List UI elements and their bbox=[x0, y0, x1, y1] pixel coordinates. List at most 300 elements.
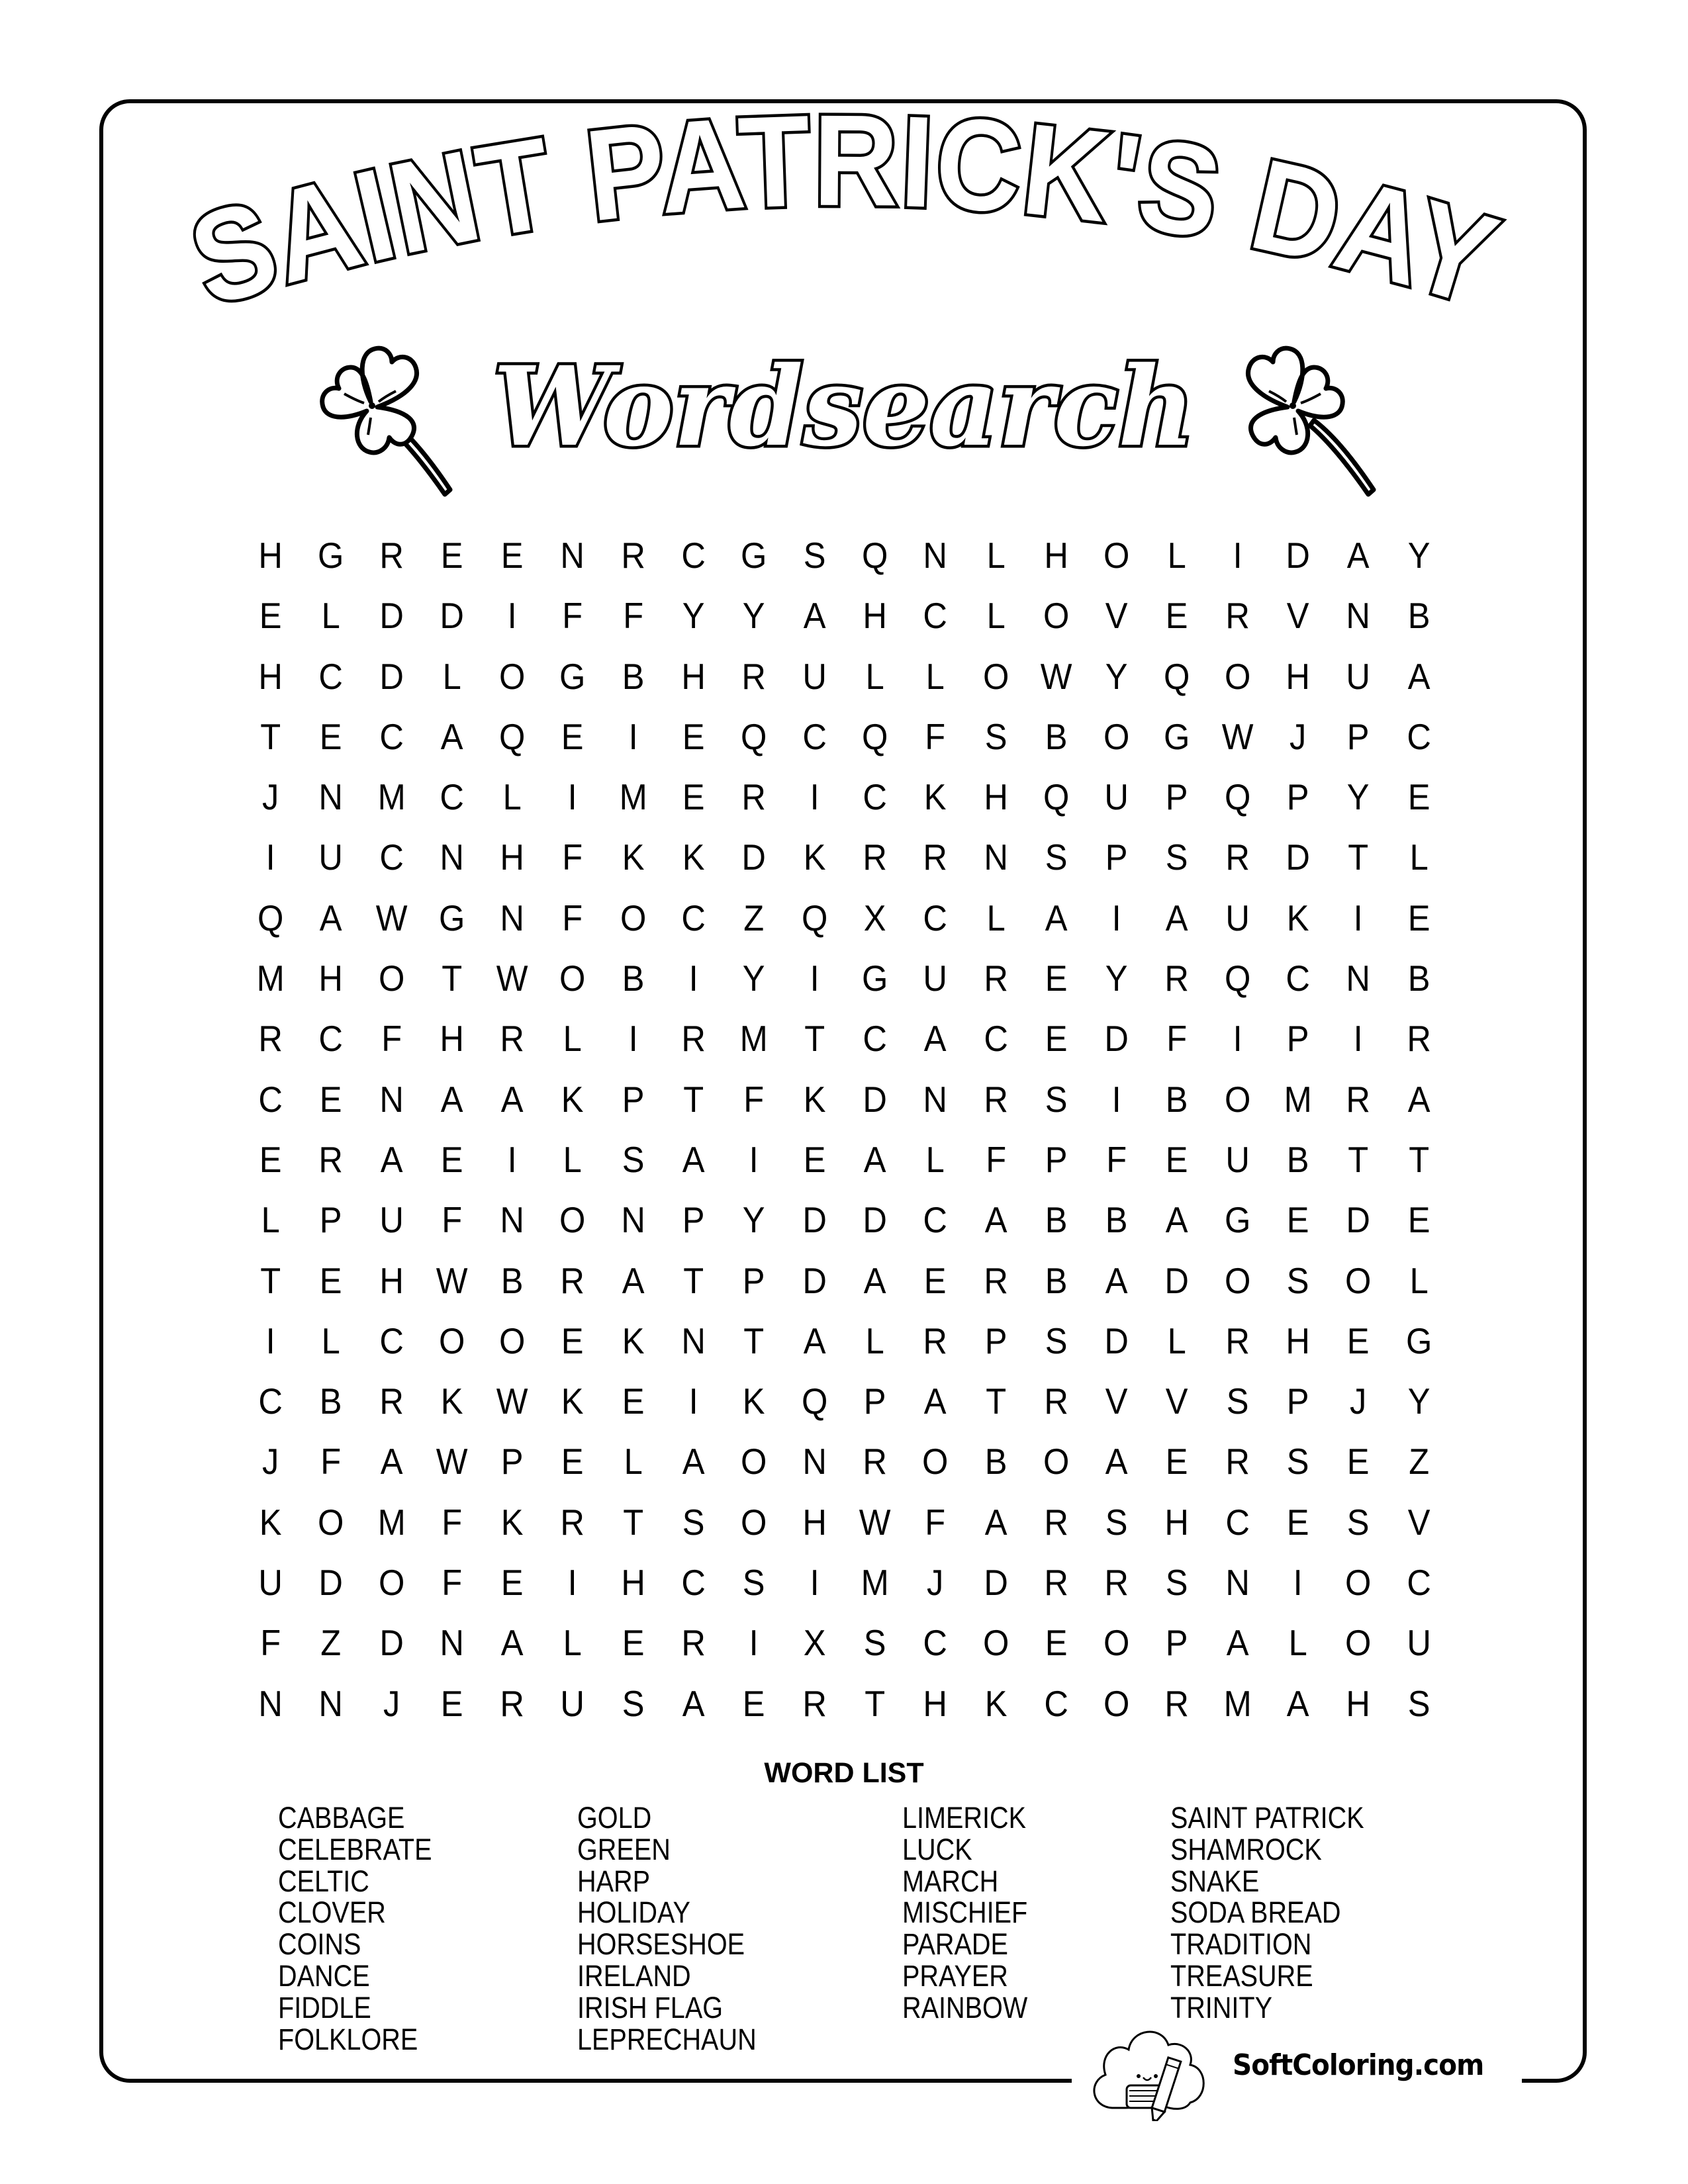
grid-cell[interactable]: N bbox=[1346, 595, 1371, 637]
grid-cell[interactable]: D bbox=[802, 1259, 827, 1301]
grid-cell[interactable]: E bbox=[561, 1441, 585, 1482]
grid-cell[interactable]: H bbox=[379, 1259, 404, 1301]
grid-cell[interactable]: S bbox=[1347, 1501, 1370, 1543]
grid-cell[interactable]: R bbox=[500, 1682, 525, 1724]
grid-cell[interactable]: V bbox=[1166, 1381, 1188, 1422]
grid-cell[interactable]: F bbox=[260, 1622, 281, 1664]
grid-cell[interactable]: C bbox=[863, 1018, 887, 1060]
grid-cell[interactable]: D bbox=[1346, 1199, 1371, 1241]
grid-cell[interactable]: O bbox=[620, 897, 647, 938]
grid-cell[interactable]: S bbox=[743, 1562, 765, 1604]
grid-cell[interactable]: P bbox=[1045, 1138, 1068, 1180]
grid-cell[interactable]: J bbox=[1289, 715, 1307, 757]
grid-cell[interactable]: U bbox=[318, 837, 344, 878]
grid-cell[interactable]: R bbox=[1225, 595, 1250, 637]
grid-cell[interactable]: C bbox=[379, 715, 404, 757]
grid-cell[interactable]: L bbox=[986, 595, 1006, 637]
grid-cell[interactable]: H bbox=[440, 1018, 464, 1060]
grid-cell[interactable]: K bbox=[561, 1078, 585, 1120]
grid-cell[interactable]: A bbox=[1407, 655, 1430, 697]
grid-cell[interactable]: P bbox=[622, 1078, 645, 1120]
grid-cell[interactable]: E bbox=[1286, 1199, 1309, 1241]
grid-cell[interactable]: D bbox=[1164, 1259, 1190, 1301]
grid-cell[interactable]: G bbox=[861, 958, 888, 999]
grid-cell[interactable]: J bbox=[927, 1562, 944, 1604]
grid-cell[interactable]: N bbox=[1346, 958, 1371, 999]
grid-cell[interactable]: D bbox=[802, 1199, 827, 1241]
grid-cell[interactable]: E bbox=[622, 1622, 645, 1664]
grid-cell[interactable]: O bbox=[1224, 655, 1251, 697]
grid-cell[interactable]: Y bbox=[743, 595, 765, 637]
grid-cell[interactable]: O bbox=[1103, 715, 1130, 757]
grid-cell[interactable]: E bbox=[500, 535, 524, 576]
grid-cell[interactable]: O bbox=[378, 1562, 404, 1604]
grid-cell[interactable]: I bbox=[1353, 897, 1364, 938]
grid-cell[interactable]: P bbox=[1286, 1381, 1309, 1422]
grid-cell[interactable]: I bbox=[688, 958, 698, 999]
grid-cell[interactable]: L bbox=[563, 1622, 583, 1664]
grid-cell[interactable]: C bbox=[1225, 1501, 1250, 1543]
grid-cell[interactable]: E bbox=[440, 535, 463, 576]
grid-cell[interactable]: E bbox=[259, 595, 282, 637]
grid-cell[interactable]: A bbox=[984, 1501, 1008, 1543]
grid-cell[interactable]: B bbox=[1407, 595, 1430, 637]
grid-cell[interactable]: P bbox=[1166, 1622, 1188, 1664]
grid-cell[interactable]: H bbox=[500, 837, 525, 878]
grid-cell[interactable]: R bbox=[379, 1381, 404, 1422]
grid-cell[interactable]: X bbox=[863, 897, 886, 938]
grid-cell[interactable]: A bbox=[1286, 1682, 1309, 1724]
grid-cell[interactable]: T bbox=[1348, 837, 1369, 878]
grid-cell[interactable]: Q bbox=[257, 897, 284, 938]
grid-cell[interactable]: L bbox=[865, 655, 884, 697]
grid-cell[interactable]: F bbox=[925, 715, 946, 757]
grid-cell[interactable]: L bbox=[1168, 535, 1187, 576]
grid-cell[interactable]: M bbox=[377, 776, 406, 818]
grid-cell[interactable]: Q bbox=[499, 715, 526, 757]
grid-cell[interactable]: O bbox=[741, 1501, 767, 1543]
grid-cell[interactable]: Z bbox=[320, 1622, 342, 1664]
grid-cell[interactable]: I bbox=[1233, 535, 1243, 576]
grid-cell[interactable]: E bbox=[1166, 595, 1188, 637]
grid-cell[interactable]: T bbox=[1408, 1138, 1429, 1180]
grid-cell[interactable]: F bbox=[320, 1441, 342, 1482]
grid-cell[interactable]: K bbox=[440, 1381, 463, 1422]
grid-cell[interactable]: C bbox=[1407, 715, 1431, 757]
grid-cell[interactable]: T bbox=[683, 1078, 704, 1120]
grid-cell[interactable]: E bbox=[682, 776, 705, 818]
grid-cell[interactable]: K bbox=[622, 1320, 645, 1361]
grid-cell[interactable]: I bbox=[568, 1562, 578, 1604]
grid-cell[interactable]: C bbox=[983, 1018, 1008, 1060]
grid-cell[interactable]: E bbox=[1347, 1441, 1370, 1482]
grid-cell[interactable]: E bbox=[320, 1259, 342, 1301]
grid-cell[interactable]: C bbox=[440, 776, 464, 818]
grid-cell[interactable]: W bbox=[496, 958, 528, 999]
grid-cell[interactable]: R bbox=[1164, 1682, 1190, 1724]
grid-cell[interactable]: O bbox=[982, 1622, 1009, 1664]
grid-cell[interactable]: A bbox=[320, 897, 342, 938]
grid-cell[interactable]: W bbox=[1040, 655, 1072, 697]
grid-cell[interactable]: I bbox=[749, 1138, 759, 1180]
grid-cell[interactable]: D bbox=[741, 837, 767, 878]
grid-cell[interactable]: D bbox=[863, 1199, 887, 1241]
grid-cell[interactable]: R bbox=[1407, 1018, 1431, 1060]
grid-cell[interactable]: H bbox=[621, 1562, 645, 1604]
grid-cell[interactable]: C bbox=[923, 595, 948, 637]
grid-cell[interactable]: U bbox=[560, 1682, 585, 1724]
grid-cell[interactable]: P bbox=[682, 1199, 705, 1241]
grid-cell[interactable]: D bbox=[379, 655, 404, 697]
grid-cell[interactable]: O bbox=[1103, 535, 1130, 576]
grid-cell[interactable]: P bbox=[1286, 1018, 1309, 1060]
brand-logo[interactable] bbox=[1086, 2022, 1509, 2121]
grid-cell[interactable]: R bbox=[1346, 1078, 1371, 1120]
grid-cell[interactable]: K bbox=[622, 837, 645, 878]
grid-cell[interactable]: M bbox=[861, 1562, 889, 1604]
grid-cell[interactable]: L bbox=[1409, 837, 1429, 878]
grid-cell[interactable]: C bbox=[1286, 958, 1310, 999]
grid-cell[interactable]: C bbox=[923, 897, 948, 938]
grid-cell[interactable]: O bbox=[1043, 1441, 1070, 1482]
grid-cell[interactable]: J bbox=[261, 776, 279, 818]
grid-cell[interactable]: J bbox=[383, 1682, 400, 1724]
grid-cell[interactable]: M bbox=[619, 776, 647, 818]
grid-cell[interactable]: A bbox=[500, 1078, 524, 1120]
grid-cell[interactable]: G bbox=[559, 655, 586, 697]
grid-cell[interactable]: H bbox=[1346, 1682, 1371, 1724]
grid-cell[interactable]: U bbox=[1104, 776, 1129, 818]
grid-cell[interactable]: W bbox=[375, 897, 408, 938]
grid-cell[interactable]: P bbox=[1105, 837, 1128, 878]
grid-cell[interactable]: R bbox=[1164, 958, 1190, 999]
grid-cell[interactable]: E bbox=[1166, 1441, 1188, 1482]
grid-cell[interactable]: S bbox=[1105, 1501, 1128, 1543]
grid-cell[interactable]: R bbox=[1225, 837, 1250, 878]
grid-cell[interactable]: U bbox=[258, 1562, 283, 1604]
grid-cell[interactable]: A bbox=[1347, 535, 1370, 576]
grid-cell[interactable]: U bbox=[1225, 897, 1250, 938]
grid-cell[interactable]: B bbox=[1166, 1078, 1188, 1120]
grid-cell[interactable]: L bbox=[1288, 1622, 1307, 1664]
grid-cell[interactable]: V bbox=[1105, 595, 1128, 637]
grid-cell[interactable]: G bbox=[741, 535, 767, 576]
grid-cell[interactable]: Q bbox=[1043, 776, 1070, 818]
grid-cell[interactable]: D bbox=[1104, 1018, 1129, 1060]
grid-cell[interactable]: A bbox=[863, 1138, 886, 1180]
grid-cell[interactable]: T bbox=[1348, 1138, 1369, 1180]
grid-cell[interactable]: P bbox=[984, 1320, 1008, 1361]
grid-cell[interactable]: B bbox=[320, 1381, 342, 1422]
grid-cell[interactable]: U bbox=[923, 958, 948, 999]
grid-cell[interactable]: B bbox=[1286, 1138, 1309, 1180]
grid-cell[interactable]: I bbox=[1293, 1562, 1303, 1604]
grid-cell[interactable]: S bbox=[803, 535, 826, 576]
grid-cell[interactable]: B bbox=[1045, 1199, 1068, 1241]
grid-cell[interactable]: I bbox=[568, 776, 578, 818]
grid-cell[interactable]: B bbox=[622, 655, 645, 697]
grid-cell[interactable]: L bbox=[563, 1018, 583, 1060]
grid-cell[interactable]: R bbox=[681, 1018, 706, 1060]
grid-cell[interactable]: C bbox=[681, 1562, 706, 1604]
grid-cell[interactable]: H bbox=[1286, 655, 1310, 697]
grid-cell[interactable]: O bbox=[559, 958, 586, 999]
grid-cell[interactable]: L bbox=[986, 897, 1006, 938]
grid-cell[interactable]: N bbox=[621, 1199, 645, 1241]
grid-cell[interactable]: E bbox=[1407, 776, 1430, 818]
grid-cell[interactable]: E bbox=[320, 715, 342, 757]
grid-cell[interactable]: E bbox=[561, 1320, 585, 1361]
grid-cell[interactable]: Q bbox=[801, 1381, 827, 1422]
grid-cell[interactable]: Y bbox=[743, 958, 765, 999]
grid-cell[interactable]: O bbox=[318, 1501, 344, 1543]
grid-cell[interactable]: C bbox=[318, 1018, 344, 1060]
grid-cell[interactable]: J bbox=[1350, 1381, 1367, 1422]
grid-cell[interactable]: S bbox=[1286, 1441, 1309, 1482]
grid-cell[interactable]: P bbox=[1347, 715, 1370, 757]
grid-cell[interactable]: A bbox=[803, 595, 826, 637]
grid-cell[interactable]: T bbox=[260, 715, 281, 757]
grid-cell[interactable]: A bbox=[1105, 1441, 1128, 1482]
grid-cell[interactable]: H bbox=[318, 958, 344, 999]
grid-cell[interactable]: N bbox=[440, 837, 464, 878]
grid-cell[interactable]: A bbox=[1166, 1199, 1188, 1241]
grid-cell[interactable]: K bbox=[984, 1682, 1008, 1724]
grid-cell[interactable]: Q bbox=[861, 715, 888, 757]
grid-cell[interactable]: R bbox=[741, 776, 767, 818]
grid-cell[interactable]: O bbox=[982, 655, 1009, 697]
grid-cell[interactable]: Y bbox=[743, 1199, 765, 1241]
grid-cell[interactable]: Y bbox=[1407, 535, 1430, 576]
grid-cell[interactable]: H bbox=[1286, 1320, 1310, 1361]
grid-cell[interactable]: A bbox=[682, 1682, 705, 1724]
grid-cell[interactable]: K bbox=[682, 837, 705, 878]
grid-cell[interactable]: F bbox=[925, 1501, 946, 1543]
grid-cell[interactable]: F bbox=[442, 1199, 462, 1241]
grid-cell[interactable]: I bbox=[749, 1622, 759, 1664]
grid-cell[interactable]: Q bbox=[1224, 958, 1251, 999]
grid-cell[interactable]: I bbox=[628, 715, 638, 757]
grid-cell[interactable]: E bbox=[622, 1381, 645, 1422]
grid-cell[interactable]: A bbox=[380, 1138, 403, 1180]
grid-cell[interactable]: A bbox=[622, 1259, 645, 1301]
grid-cell[interactable]: A bbox=[1045, 897, 1068, 938]
grid-cell[interactable]: E bbox=[440, 1138, 463, 1180]
grid-cell[interactable]: O bbox=[1103, 1622, 1130, 1664]
grid-cell[interactable]: W bbox=[496, 1381, 528, 1422]
grid-cell[interactable]: B bbox=[1045, 715, 1068, 757]
grid-cell[interactable]: R bbox=[863, 1441, 887, 1482]
grid-cell[interactable]: L bbox=[502, 776, 522, 818]
grid-cell[interactable]: C bbox=[681, 535, 706, 576]
grid-cell[interactable]: N bbox=[923, 535, 948, 576]
grid-cell[interactable]: E bbox=[500, 1562, 524, 1604]
grid-cell[interactable]: A bbox=[803, 1320, 826, 1361]
grid-cell[interactable]: O bbox=[741, 1441, 767, 1482]
grid-cell[interactable]: R bbox=[1044, 1381, 1068, 1422]
grid-cell[interactable]: S bbox=[1166, 1562, 1188, 1604]
grid-cell[interactable]: B bbox=[1407, 958, 1430, 999]
grid-cell[interactable]: L bbox=[442, 655, 461, 697]
grid-cell[interactable]: P bbox=[1286, 776, 1309, 818]
grid-cell[interactable]: D bbox=[1286, 837, 1310, 878]
grid-cell[interactable]: R bbox=[863, 837, 887, 878]
grid-cell[interactable]: Y bbox=[682, 595, 705, 637]
grid-cell[interactable]: N bbox=[500, 1199, 525, 1241]
grid-cell[interactable]: R bbox=[621, 535, 645, 576]
grid-cell[interactable]: I bbox=[1111, 1078, 1121, 1120]
grid-cell[interactable]: C bbox=[802, 715, 827, 757]
grid-cell[interactable]: D bbox=[1286, 535, 1310, 576]
grid-cell[interactable]: M bbox=[1223, 1682, 1252, 1724]
grid-cell[interactable]: M bbox=[739, 1018, 769, 1060]
grid-cell[interactable]: O bbox=[1224, 1078, 1251, 1120]
grid-cell[interactable]: O bbox=[1345, 1562, 1372, 1604]
grid-cell[interactable]: S bbox=[1045, 1078, 1068, 1120]
grid-cell[interactable]: A bbox=[440, 1078, 463, 1120]
grid-cell[interactable]: H bbox=[1044, 535, 1068, 576]
grid-cell[interactable]: F bbox=[1106, 1138, 1127, 1180]
grid-cell[interactable]: E bbox=[803, 1138, 826, 1180]
grid-cell[interactable]: X bbox=[803, 1622, 826, 1664]
grid-cell[interactable]: S bbox=[863, 1622, 886, 1664]
grid-cell[interactable]: S bbox=[1045, 1320, 1068, 1361]
grid-cell[interactable]: A bbox=[682, 1138, 705, 1180]
grid-cell[interactable]: S bbox=[682, 1501, 705, 1543]
grid-cell[interactable]: E bbox=[1407, 1199, 1430, 1241]
grid-cell[interactable]: T bbox=[442, 958, 462, 999]
grid-cell[interactable]: R bbox=[923, 837, 948, 878]
grid-cell[interactable]: G bbox=[1224, 1199, 1251, 1241]
grid-cell[interactable]: I bbox=[507, 1138, 517, 1180]
grid-cell[interactable]: O bbox=[1224, 1259, 1251, 1301]
grid-cell[interactable]: K bbox=[743, 1381, 765, 1422]
grid-cell[interactable]: V bbox=[1105, 1381, 1128, 1422]
grid-cell[interactable]: E bbox=[1045, 1622, 1068, 1664]
grid-cell[interactable]: O bbox=[1103, 1682, 1130, 1724]
grid-cell[interactable]: H bbox=[983, 776, 1008, 818]
grid-cell[interactable]: R bbox=[923, 1320, 948, 1361]
grid-cell[interactable]: R bbox=[379, 535, 404, 576]
grid-cell[interactable]: O bbox=[499, 655, 526, 697]
grid-cell[interactable]: T bbox=[804, 1018, 825, 1060]
grid-cell[interactable]: C bbox=[258, 1381, 283, 1422]
grid-cell[interactable]: F bbox=[562, 837, 583, 878]
grid-cell[interactable]: H bbox=[258, 535, 283, 576]
grid-cell[interactable]: H bbox=[923, 1682, 948, 1724]
grid-cell[interactable]: F bbox=[442, 1501, 462, 1543]
grid-cell[interactable]: K bbox=[924, 776, 947, 818]
grid-cell[interactable]: D bbox=[379, 595, 404, 637]
grid-cell[interactable]: E bbox=[682, 715, 705, 757]
grid-cell[interactable]: A bbox=[380, 1441, 403, 1482]
grid-cell[interactable]: E bbox=[320, 1078, 342, 1120]
grid-cell[interactable]: I bbox=[810, 776, 820, 818]
grid-cell[interactable]: G bbox=[438, 897, 465, 938]
grid-cell[interactable]: A bbox=[863, 1259, 886, 1301]
grid-cell[interactable]: I bbox=[265, 837, 275, 878]
grid-cell[interactable]: Z bbox=[1408, 1441, 1429, 1482]
grid-cell[interactable]: S bbox=[1286, 1259, 1309, 1301]
grid-cell[interactable]: T bbox=[743, 1320, 765, 1361]
grid-cell[interactable]: A bbox=[924, 1018, 947, 1060]
grid-cell[interactable]: A bbox=[500, 1622, 524, 1664]
grid-cell[interactable]: R bbox=[560, 1259, 585, 1301]
grid-cell[interactable]: D bbox=[379, 1622, 404, 1664]
grid-cell[interactable]: R bbox=[1104, 1562, 1129, 1604]
grid-cell[interactable]: S bbox=[1226, 1381, 1249, 1422]
grid-cell[interactable]: C bbox=[923, 1622, 948, 1664]
grid-cell[interactable]: N bbox=[318, 1682, 344, 1724]
grid-cell[interactable]: F bbox=[622, 595, 643, 637]
grid-cell[interactable]: R bbox=[258, 1018, 283, 1060]
grid-cell[interactable]: O bbox=[438, 1320, 465, 1361]
grid-cell[interactable]: D bbox=[983, 1562, 1008, 1604]
grid-cell[interactable]: S bbox=[622, 1138, 645, 1180]
grid-cell[interactable]: O bbox=[378, 958, 404, 999]
grid-cell[interactable]: I bbox=[507, 595, 517, 637]
grid-cell[interactable]: A bbox=[1105, 1259, 1128, 1301]
grid-cell[interactable]: U bbox=[379, 1199, 404, 1241]
grid-cell[interactable]: A bbox=[1166, 897, 1188, 938]
grid-cell[interactable]: O bbox=[1345, 1259, 1372, 1301]
grid-cell[interactable]: N bbox=[802, 1441, 827, 1482]
grid-cell[interactable]: T bbox=[985, 1381, 1006, 1422]
grid-cell[interactable]: B bbox=[984, 1441, 1008, 1482]
grid-cell[interactable]: L bbox=[865, 1320, 884, 1361]
grid-cell[interactable]: C bbox=[379, 1320, 404, 1361]
grid-cell[interactable]: M bbox=[377, 1501, 406, 1543]
grid-cell[interactable]: S bbox=[1407, 1682, 1430, 1724]
grid-cell[interactable]: E bbox=[1286, 1501, 1309, 1543]
grid-cell[interactable]: W bbox=[436, 1259, 468, 1301]
grid-cell[interactable]: N bbox=[560, 535, 585, 576]
grid-cell[interactable]: O bbox=[1345, 1622, 1372, 1664]
grid-cell[interactable]: E bbox=[440, 1682, 463, 1724]
grid-cell[interactable]: N bbox=[681, 1320, 706, 1361]
grid-cell[interactable]: G bbox=[1164, 715, 1190, 757]
grid-cell[interactable]: I bbox=[810, 1562, 820, 1604]
grid-cell[interactable]: L bbox=[1168, 1320, 1187, 1361]
grid-cell[interactable]: N bbox=[923, 1078, 948, 1120]
grid-cell[interactable]: W bbox=[1221, 715, 1254, 757]
grid-cell[interactable]: H bbox=[1164, 1501, 1190, 1543]
grid-cell[interactable]: C bbox=[923, 1199, 948, 1241]
grid-cell[interactable]: C bbox=[258, 1078, 283, 1120]
grid-cell[interactable]: K bbox=[1286, 897, 1309, 938]
grid-cell[interactable]: L bbox=[261, 1199, 280, 1241]
grid-cell[interactable]: U bbox=[1346, 655, 1371, 697]
grid-cell[interactable]: Y bbox=[1105, 655, 1128, 697]
grid-cell[interactable]: Q bbox=[741, 715, 767, 757]
grid-cell[interactable]: K bbox=[803, 1078, 826, 1120]
grid-cell[interactable]: Q bbox=[1224, 776, 1251, 818]
grid-cell[interactable]: R bbox=[1044, 1501, 1068, 1543]
grid-cell[interactable]: F bbox=[985, 1138, 1006, 1180]
grid-cell[interactable]: N bbox=[500, 897, 525, 938]
grid-cell[interactable]: I bbox=[1233, 1018, 1243, 1060]
grid-cell[interactable]: R bbox=[681, 1622, 706, 1664]
grid-cell[interactable]: N bbox=[983, 837, 1008, 878]
grid-cell[interactable]: H bbox=[258, 655, 283, 697]
grid-cell[interactable]: U bbox=[1225, 1138, 1250, 1180]
grid-cell[interactable]: K bbox=[561, 1381, 585, 1422]
grid-cell[interactable]: O bbox=[1043, 595, 1070, 637]
grid-cell[interactable]: C bbox=[1044, 1682, 1068, 1724]
grid-cell[interactable]: O bbox=[559, 1199, 586, 1241]
grid-cell[interactable]: R bbox=[1044, 1562, 1068, 1604]
grid-cell[interactable]: Q bbox=[801, 897, 827, 938]
